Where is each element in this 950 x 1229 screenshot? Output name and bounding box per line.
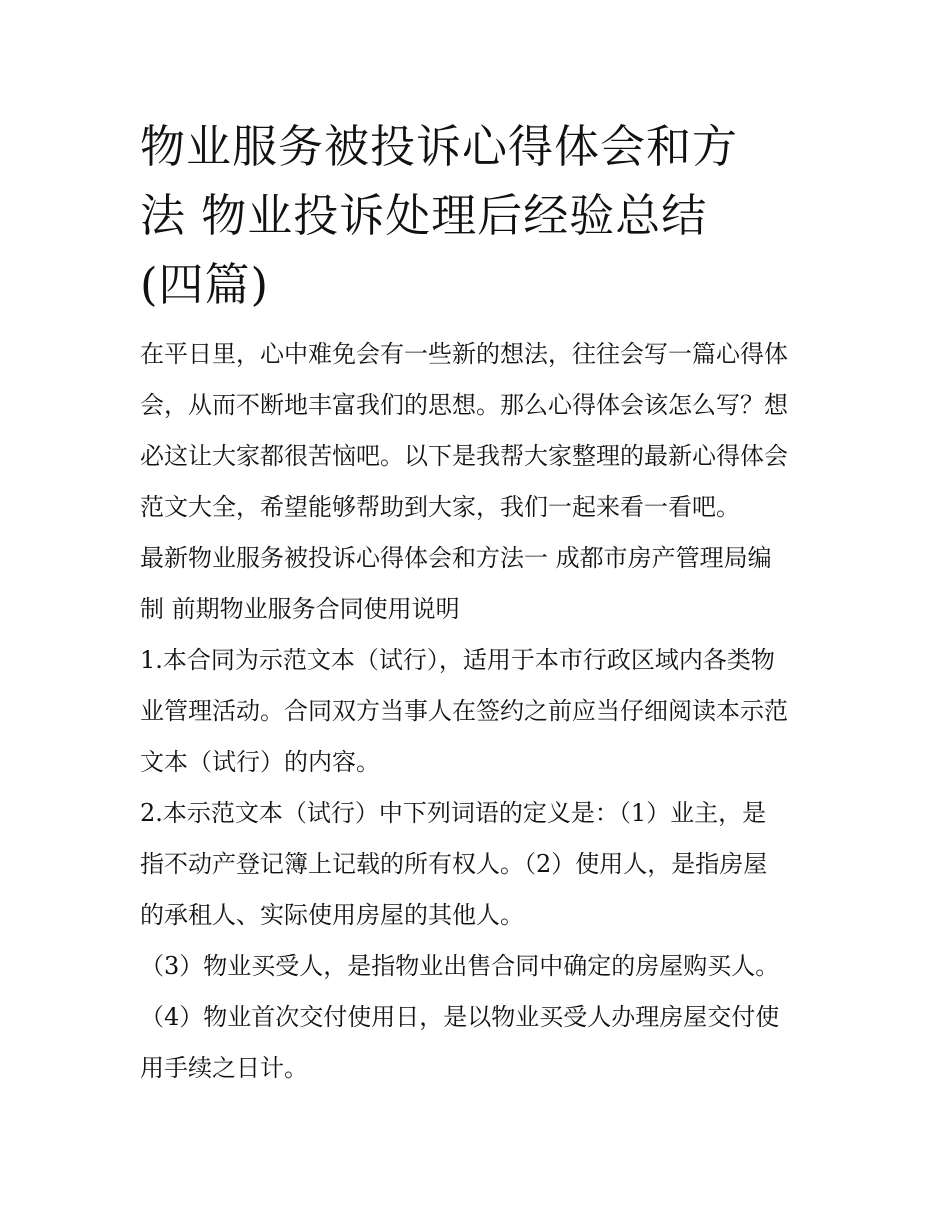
text-line: （3）物业买受人，是指物业出售合同中确定的房屋购买人。 [140,952,780,980]
text-line: 制 前期物业服务合同使用说明 [140,595,460,623]
clause-2-paragraph [140,788,820,941]
text-line: 用手续之日计。 [140,1054,308,1082]
clause-1-paragraph [140,635,820,788]
text-line: 指不动产登记簿上记载的所有权人。（2）使用人，是指房屋 [140,850,768,878]
text-line: （4）物业首次交付使用日，是以物业买受人办理房屋交付使 [140,1003,780,1031]
title-line: 物业服务被投诉心得体会和方 [140,120,739,173]
text-line: 文本（试行）的内容。 [140,748,380,776]
text-line: 范文大全，希望能够帮助到大家，我们一起来看一看吧。 [140,493,740,521]
text-line: 会，从而不断地丰富我们的思想。那么心得体会该怎么写？想 [140,391,788,419]
section-heading-paragraph [140,533,820,635]
document-content [140,112,820,1094]
definition-3-paragraph [140,941,820,992]
text-line: 1.本合同为示范文本（试行），适用于本市行政区域内各类物 [140,646,775,674]
text-line: 的承租人、实际使用房屋的其他人。 [140,901,524,929]
text-line: 2.本示范文本（试行）中下列词语的定义是：（1）业主，是 [140,799,767,827]
text-line: 在平日里，心中难免会有一些新的想法，往往会写一篇心得体 [140,340,788,368]
definition-4-paragraph [140,992,820,1094]
document-title [140,112,820,319]
text-line: 必这让大家都很苦恼吧。以下是我帮大家整理的最新心得体会 [140,442,788,470]
text-line: 最新物业服务被投诉心得体会和方法一 成都市房产管理局编 [140,544,772,572]
title-line: 法 物业投诉处理后经验总结 [140,189,708,242]
text-line: 业管理活动。合同双方当事人在签约之前应当仔细阅读本示范 [140,697,788,725]
title-line: (四篇) [140,258,270,311]
intro-paragraph [140,329,820,533]
